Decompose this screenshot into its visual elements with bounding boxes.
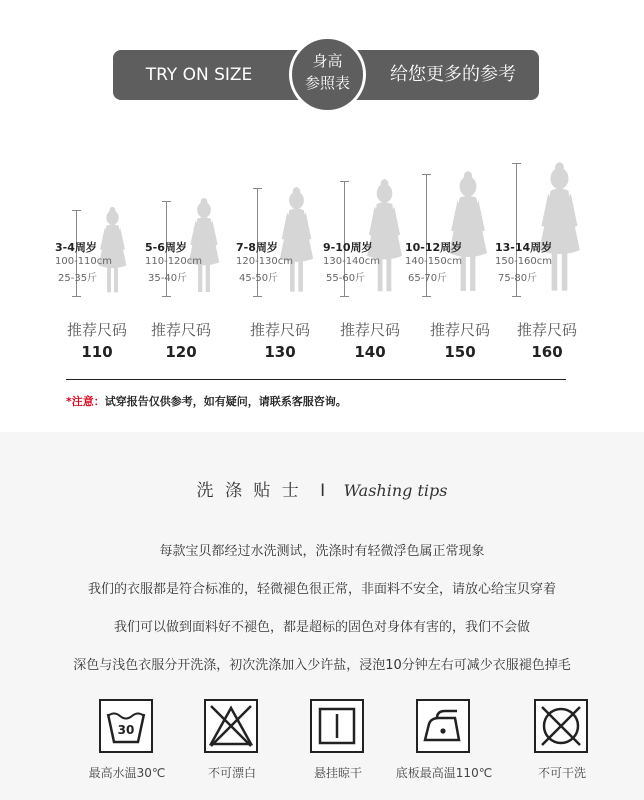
recommended-size: 140 <box>354 343 386 361</box>
weight-range: 55-60斤 <box>326 273 366 284</box>
weight-range: 35-40斤 <box>148 273 188 284</box>
recommended-size-label: 推荐尺码 <box>516 321 577 339</box>
age-range: 5-6周岁 <box>145 241 187 254</box>
child-silhouette-icon <box>365 178 404 296</box>
weight-range: 45-50斤 <box>239 273 279 284</box>
care-label: 最高水温30℃ <box>88 766 166 780</box>
washing-title-en: Washing tips <box>343 481 448 500</box>
care-label: 悬挂晾干 <box>313 766 362 780</box>
recommended-size-label: 推荐尺码 <box>150 321 211 339</box>
recommended-size: 130 <box>264 343 296 361</box>
recommended-size-label: 推荐尺码 <box>339 321 400 339</box>
ruler-base <box>422 296 431 297</box>
ruler-cap <box>422 174 431 175</box>
weight-range: 75-80斤 <box>498 273 538 284</box>
weight-range: 65-70斤 <box>408 273 448 284</box>
ruler-cap <box>253 188 262 189</box>
age-range: 7-8周岁 <box>236 241 278 254</box>
banner-center-title <box>293 50 362 94</box>
washing-tip-line: 我们可以做到面料好不褪色，都是超标的固色对身体有害的，我们不会做 <box>113 620 530 635</box>
recommended-size: 120 <box>165 343 197 361</box>
height-range: 100-110cm <box>55 256 113 267</box>
no-dry-clean-icon <box>533 698 589 754</box>
ruler-base <box>253 296 262 297</box>
washing-tip-line: 每款宝贝都经过水洗测试，洗涤时有轻微浮色属正常现象 <box>159 544 485 559</box>
ruler-cap <box>162 201 171 202</box>
note-text: 试穿报告仅供参考，如有疑问，请联系客服咨询。 <box>104 395 347 408</box>
ruler-base <box>340 296 349 297</box>
washing-tips-title <box>0 476 644 501</box>
size-divider <box>66 379 566 380</box>
washing-tips-section <box>0 432 644 800</box>
washing-tip-line: 深色与浅色衣服分开洗涤，初次洗涤加入少许盐，浸泡10分钟左右可减少衣服褪色掉毛 <box>73 658 571 673</box>
ruler-base <box>162 296 171 297</box>
child-silhouette-icon <box>187 197 221 296</box>
recommended-size-label: 推荐尺码 <box>249 321 310 339</box>
child-silhouette-icon <box>97 206 128 296</box>
height-range: 120-130cm <box>236 256 294 267</box>
care-label: 不可干洗 <box>537 766 586 780</box>
washing-tip-line: 我们的衣服都是符合标准的，轻微褪色很正常，非面料不安全，请放心给宝贝穿着 <box>87 582 556 597</box>
banner-reference-text: 给您更多的参考 <box>390 64 516 85</box>
note-star: *注意： <box>66 395 105 408</box>
height-range: 130-140cm <box>323 256 381 267</box>
age-range: 13-14周岁 <box>495 241 553 254</box>
age-range: 9-10周岁 <box>323 241 373 254</box>
ruler-base <box>512 296 521 297</box>
ruler-cap <box>340 181 349 182</box>
weight-range: 25-35斤 <box>58 273 98 284</box>
iron-110-icon <box>415 698 471 754</box>
recommended-size: 150 <box>444 343 476 361</box>
wash-30-icon <box>98 698 154 754</box>
child-silhouette-icon <box>447 170 489 296</box>
washing-title-cn: 洗 涤 贴 士 <box>196 481 302 501</box>
washing-title-separator: I <box>320 481 326 501</box>
ruler-cap <box>512 163 521 164</box>
height-range: 110-120cm <box>145 256 203 267</box>
banner-center-line1: 身高 <box>312 52 343 70</box>
age-range: 10-12周岁 <box>405 241 463 254</box>
banner-try-on-size: TRY ON SIZE <box>145 65 253 85</box>
recommended-size-label: 推荐尺码 <box>66 321 127 339</box>
age-range: 3-4周岁 <box>55 241 97 254</box>
ruler-cap <box>72 210 81 211</box>
banner-center-line2: 参照表 <box>304 74 350 92</box>
ruler-base <box>72 296 81 297</box>
recommended-size: 160 <box>531 343 563 361</box>
size-note <box>66 393 347 409</box>
care-label: 不可漂白 <box>207 766 256 780</box>
care-label: 底板最高温110℃ <box>395 766 493 780</box>
height-range: 150-160cm <box>495 256 553 267</box>
child-silhouette-icon <box>537 161 582 296</box>
recommended-size-label: 推荐尺码 <box>429 321 490 339</box>
no-bleach-icon <box>203 698 259 754</box>
child-silhouette-icon <box>278 186 315 296</box>
wash-temp-text: 30 <box>117 723 135 737</box>
height-range: 140-150cm <box>405 256 463 267</box>
recommended-size: 110 <box>81 343 113 361</box>
hang-dry-icon <box>309 698 365 754</box>
